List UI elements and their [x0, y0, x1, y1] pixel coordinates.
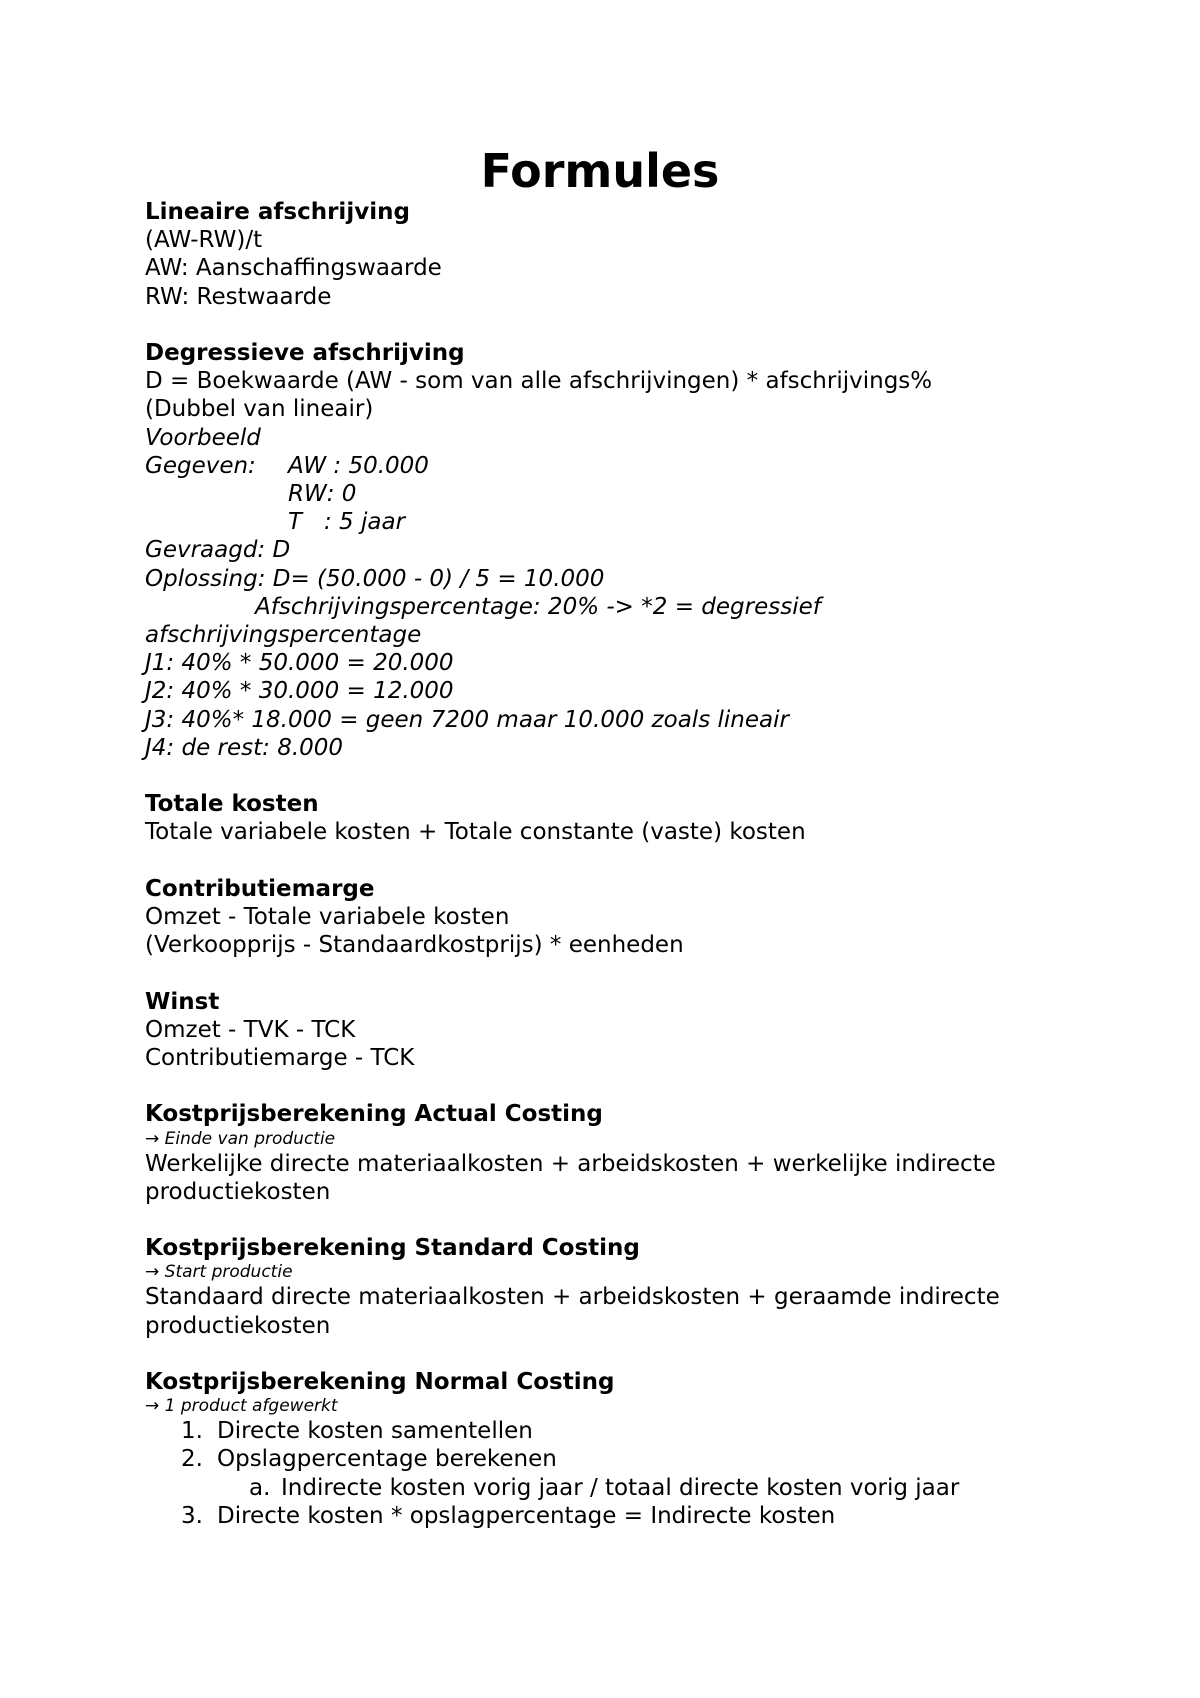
list-item: [145, 1445, 1085, 1473]
given-rw: RW: 0: [288, 481, 357, 508]
year-line: J4: de rest: 8.000: [145, 734, 344, 761]
formula-line: D = Boekwaarde (AW - som van alle afschrijvingen) * afschrijvings%: [145, 368, 933, 395]
spacer: [145, 762, 1085, 790]
spacer: [145, 311, 1085, 339]
definition-line: AW: Aanschaffingswaarde: [145, 255, 442, 282]
year-line: J1: 40% * 50.000 = 20.000: [145, 650, 454, 677]
formula-line: (Verkoopprijs - Standaardkostprijs) * eenheden: [145, 932, 684, 959]
given-line: [145, 452, 1085, 480]
steps-list: [145, 1417, 1085, 1530]
list-text: Opslagpercentage berekenen: [217, 1446, 557, 1473]
given-label: Gegeven:: [145, 452, 256, 479]
section-heading: Kostprijsberekening Normal Costing: [145, 1369, 615, 1396]
spacer: [145, 1340, 1085, 1368]
formula-line: Omzet - Totale variabele kosten: [145, 904, 510, 931]
list-text: Directe kosten samentellen: [217, 1418, 533, 1445]
formula-line: (AW-RW)/t: [145, 227, 263, 254]
section-heading: Totale kosten: [145, 791, 319, 818]
list-number: 1.: [181, 1418, 203, 1445]
section-heading: Winst: [145, 988, 220, 1015]
definition-line: RW: Restwaarde: [145, 283, 332, 310]
section-standard-costing: [145, 1234, 1085, 1340]
given-t: T : 5 jaar: [288, 509, 406, 536]
list-number: a.: [249, 1474, 271, 1501]
list-text: Directe kosten * opslagpercentage = Indirecte kosten: [217, 1502, 836, 1529]
year-line: J2: 40% * 30.000 = 12.000: [145, 678, 454, 705]
list-text: Indirecte kosten vorig jaar / totaal directe kosten vorig jaar: [281, 1474, 960, 1501]
timing-note: → Einde van productie: [145, 1128, 336, 1149]
formula-line: Standaard directe materiaalkosten + arbeidskosten + geraamde indirecte productiekosten: [145, 1284, 1000, 1339]
year-line: J3: 40%* 18.000 = geen 7200 maar 10.000 zoals lineair: [145, 706, 789, 733]
list-item: [145, 1502, 1085, 1530]
formula-line: Werkelijke directe materiaalkosten + arbeidskosten + werkelijke indirecte productiekosten: [145, 1150, 996, 1205]
list-item: [145, 1417, 1085, 1445]
example-label: Voorbeeld: [145, 424, 261, 451]
asked-line: Gevraagd: D: [145, 537, 291, 564]
timing-note: → Start productie: [145, 1262, 293, 1283]
formula-line: Contributiemarge - TCK: [145, 1045, 415, 1072]
list-item: [145, 1474, 1085, 1502]
section-heading: Kostprijsberekening Actual Costing: [145, 1101, 603, 1128]
spacer: [145, 1206, 1085, 1234]
section-totale-kosten: [145, 790, 1085, 846]
formula-line: Omzet - TVK - TCK: [145, 1016, 356, 1043]
percentage-line: Afschrijvingspercentage: 20% -> *2 = degressief afschrijvingspercentage: [145, 593, 821, 649]
list-number: 3.: [181, 1502, 203, 1529]
timing-note: → 1 product afgewerkt: [145, 1396, 338, 1417]
section-winst: [145, 988, 1085, 1073]
section-actual-costing: [145, 1100, 1085, 1206]
spacer: [145, 1072, 1085, 1100]
section-normal-costing: [145, 1368, 1085, 1530]
section-heading: Lineaire afschrijving: [145, 199, 410, 225]
note-line: (Dubbel van lineair): [145, 396, 374, 423]
list-number: 2.: [181, 1446, 203, 1473]
spacer: [145, 847, 1085, 875]
section-contributiemarge: [145, 875, 1085, 960]
spacer: [145, 959, 1085, 987]
given-aw: AW : 50.000: [288, 452, 429, 479]
section-heading: Degressieve afschrijving: [145, 340, 465, 366]
page-title: Formules: [480, 144, 720, 198]
section-degressieve-afschrijving: [145, 339, 1085, 762]
solution-line: Oplossing: D= (50.000 - 0) / 5 = 10.000: [145, 565, 605, 592]
section-heading: Kostprijsberekening Standard Costing: [145, 1235, 640, 1262]
section-lineaire-afschrijving: [145, 198, 1085, 311]
section-heading: Contributiemarge: [145, 875, 375, 902]
document-body: [145, 198, 1085, 1530]
formula-line: Totale variabele kosten + Totale constante (vaste) kosten: [145, 819, 806, 846]
